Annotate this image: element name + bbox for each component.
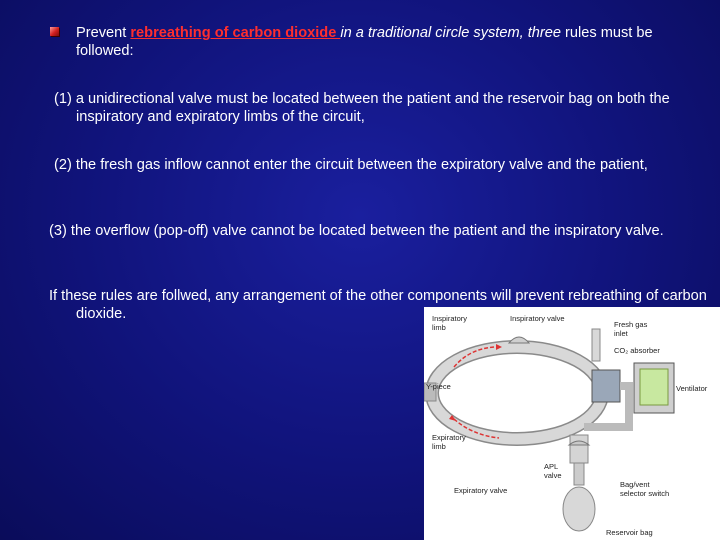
label-fresh-gas-2: inlet bbox=[614, 329, 628, 338]
circle-system-diagram bbox=[424, 307, 720, 540]
fresh-gas-inlet bbox=[592, 329, 600, 361]
label-inspiratory-limb-2: limb bbox=[432, 323, 446, 332]
intro-tail: rules must be followed: bbox=[76, 25, 653, 59]
label-apl: APL bbox=[544, 462, 559, 471]
circle-system-svg bbox=[424, 307, 720, 540]
breathing-circuit-loop-inner bbox=[432, 347, 602, 439]
inspiratory-valve-dome bbox=[509, 337, 529, 343]
intro-lead: Prevent bbox=[76, 25, 131, 41]
conclusion: If these rules are follwed, any arrangement of the other components will prevent rebreathing of carbon dioxide. bbox=[49, 288, 707, 322]
intro-italic: in a traditional circle system, three bbox=[340, 25, 561, 41]
label-expiratory-valve: Expiratory valve bbox=[454, 486, 508, 495]
label-bagvent-2: selector switch bbox=[620, 489, 670, 498]
bagvent-switch bbox=[574, 463, 584, 485]
label-expiratory-limb: Expiratory bbox=[432, 433, 466, 442]
intro-paragraph bbox=[76, 24, 696, 60]
rule-1: (1) a unidirectional valve must be located between the patient and the reservoir bag on both the inspiratory and expiratory limbs of the circuit, bbox=[54, 91, 670, 125]
label-ventilator: Ventilator bbox=[676, 384, 708, 393]
label-co2-absorber: CO₂ absorber bbox=[614, 346, 660, 355]
label-apl-2: valve bbox=[544, 471, 562, 480]
rule-2: (2) the fresh gas inflow cannot enter the circuit between the expiratory valve and the patient, bbox=[54, 157, 648, 173]
co2-absorber-canister bbox=[592, 370, 620, 402]
label-expiratory-limb-2: limb bbox=[432, 442, 446, 451]
bullet-icon bbox=[50, 27, 59, 36]
rebreathing-link[interactable]: rebreathing of carbon dioxide bbox=[130, 25, 341, 41]
reservoir-bag-shape bbox=[563, 487, 595, 531]
apl-column bbox=[570, 435, 588, 463]
label-fresh-gas: Fresh gas bbox=[614, 320, 648, 329]
label-bagvent: Bag/vent bbox=[620, 480, 650, 489]
ventilator-bellows bbox=[640, 369, 668, 405]
label-inspiratory-limb: Inspiratory bbox=[432, 314, 468, 323]
rule-3: (3) the overflow (pop-off) valve cannot be located between the patient and the inspiratory valve. bbox=[49, 223, 664, 239]
label-ypiece: Y-piece bbox=[426, 382, 451, 391]
label-reservoir-bag: Reservoir bag bbox=[606, 528, 653, 537]
label-inspiratory-valve: Inspiratory valve bbox=[510, 314, 565, 323]
